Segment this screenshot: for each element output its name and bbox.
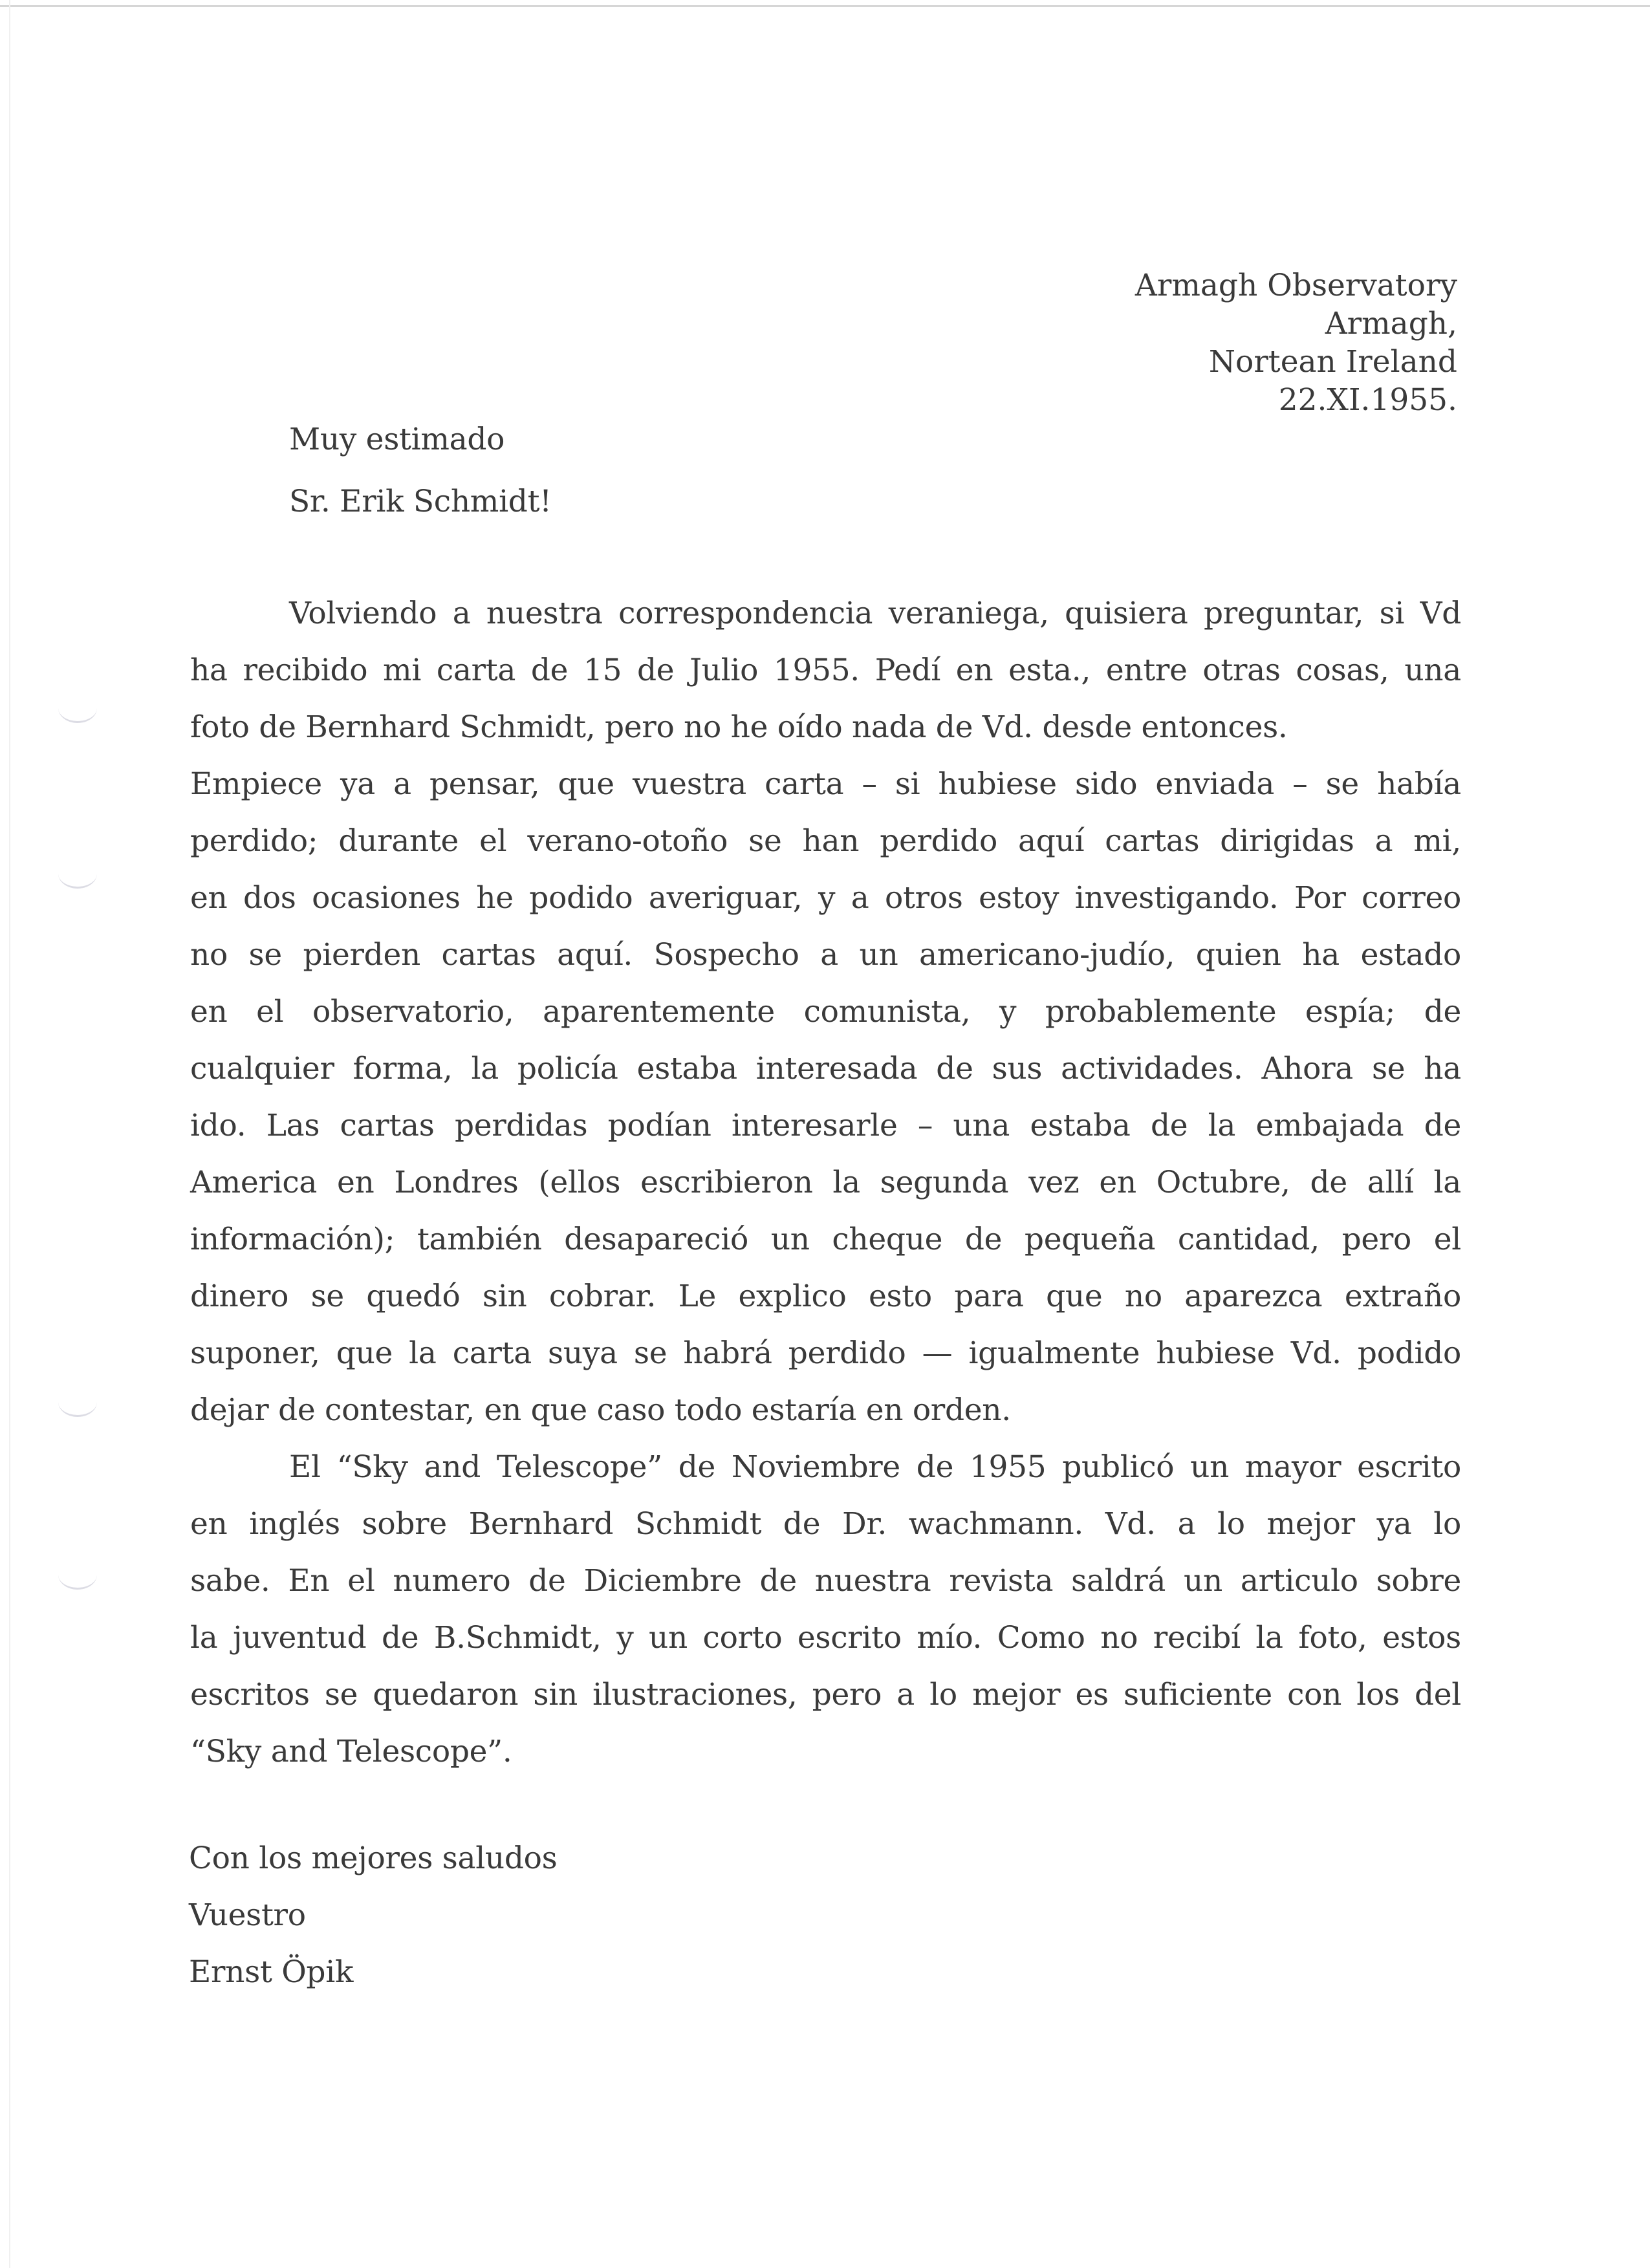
paragraph-2 <box>190 1439 1461 1780</box>
body-line: escritos se quedaron sin ilustraciones, pero a lo mejor es suficiente con los del <box>190 1677 1461 1712</box>
body-line: ha recibido mi carta de 15 de Julio 1955. Pedí en esta., entre otras cosas, una <box>190 653 1461 688</box>
signature-name: Ernst Öpik <box>189 1954 354 1990</box>
body-line: Empiece ya a pensar, que vuestra carta – si hubiese sido enviada – se había <box>190 766 1461 802</box>
body-line: perdido; durante el verano-otoño se han perdido aquí cartas dirigidas a mi, <box>190 823 1461 859</box>
salutation-line: Muy estimado <box>289 422 505 457</box>
letter-body <box>190 585 1461 1780</box>
body-line: en el observatorio, aparentemente comunista, y probablemente espía; de <box>190 994 1461 1030</box>
body-line: cualquier forma, la policía estaba interesada de sus actividades. Ahora se ha <box>190 1051 1461 1086</box>
body-line: “Sky and Telescope”. <box>190 1734 512 1769</box>
closing-greeting: Con los mejores saludos <box>189 1841 558 1876</box>
body-line: El “Sky and Telescope” de Noviembre de 1955 publicó un mayor escrito <box>289 1449 1461 1485</box>
body-line: no se pierden cartas aquí. Sospecho a un americano-judío, quien ha estado <box>190 937 1461 973</box>
scan-left-edge <box>9 0 10 2268</box>
salutation <box>289 409 552 533</box>
body-line: la juventud de B.Schmidt, y un corto escrito mío. Como no recibí la foto, estos <box>190 1620 1461 1656</box>
address-line-city: Armagh, <box>1325 306 1457 341</box>
body-line: sabe. En el numero de Diciembre de nuestra revista saldrá un articulo sobre <box>190 1563 1461 1599</box>
body-line: en inglés sobre Bernhard Schmidt de Dr. wachmann. Vd. a lo mejor ya lo <box>190 1506 1461 1542</box>
scan-top-edge <box>0 5 1650 7</box>
address-line-institution: Armagh Observatory <box>1134 268 1457 303</box>
paragraph-1 <box>190 585 1461 1439</box>
closing-valediction: Vuestro <box>189 1897 306 1933</box>
body-line: ido. Las cartas perdidas podían interesarle – una estaba de la embajada de <box>190 1108 1461 1143</box>
punch-hole-mark <box>58 693 97 723</box>
address-line-country: Nortean Ireland <box>1208 344 1457 380</box>
closing-block <box>189 1830 558 2001</box>
punch-hole-mark <box>58 1560 97 1590</box>
body-line: dejar de contestar, en que caso todo estaría en orden. <box>190 1392 1011 1428</box>
recipient-name: Sr. Erik Schmidt! <box>289 484 552 519</box>
body-line: suponer, que la carta suya se habrá perdido — igualmente hubiese Vd. podido <box>190 1335 1461 1371</box>
body-line: en dos ocasiones he podido averiguar, y a otros estoy investigando. Por correo <box>190 880 1461 916</box>
sender-address-block <box>1135 266 1457 419</box>
body-line: Volviendo a nuestra correspondencia veraniega, quisiera preguntar, si Vd <box>289 596 1461 631</box>
body-line: foto de Bernhard Schmidt, pero no he oído nada de Vd. desde entonces. <box>190 709 1288 745</box>
letter-date: 22.XI.1955. <box>1278 382 1457 418</box>
body-line: información); también desapareció un cheque de pequeña cantidad, pero el <box>190 1222 1461 1257</box>
punch-hole-mark <box>58 859 97 889</box>
body-line: America en Londres (ellos escribieron la segunda vez en Octubre, de allí la <box>190 1165 1461 1200</box>
body-line: dinero se quedó sin cobrar. Le explico esto para que no aparezca extraño <box>190 1279 1461 1314</box>
punch-hole-mark <box>58 1387 97 1417</box>
